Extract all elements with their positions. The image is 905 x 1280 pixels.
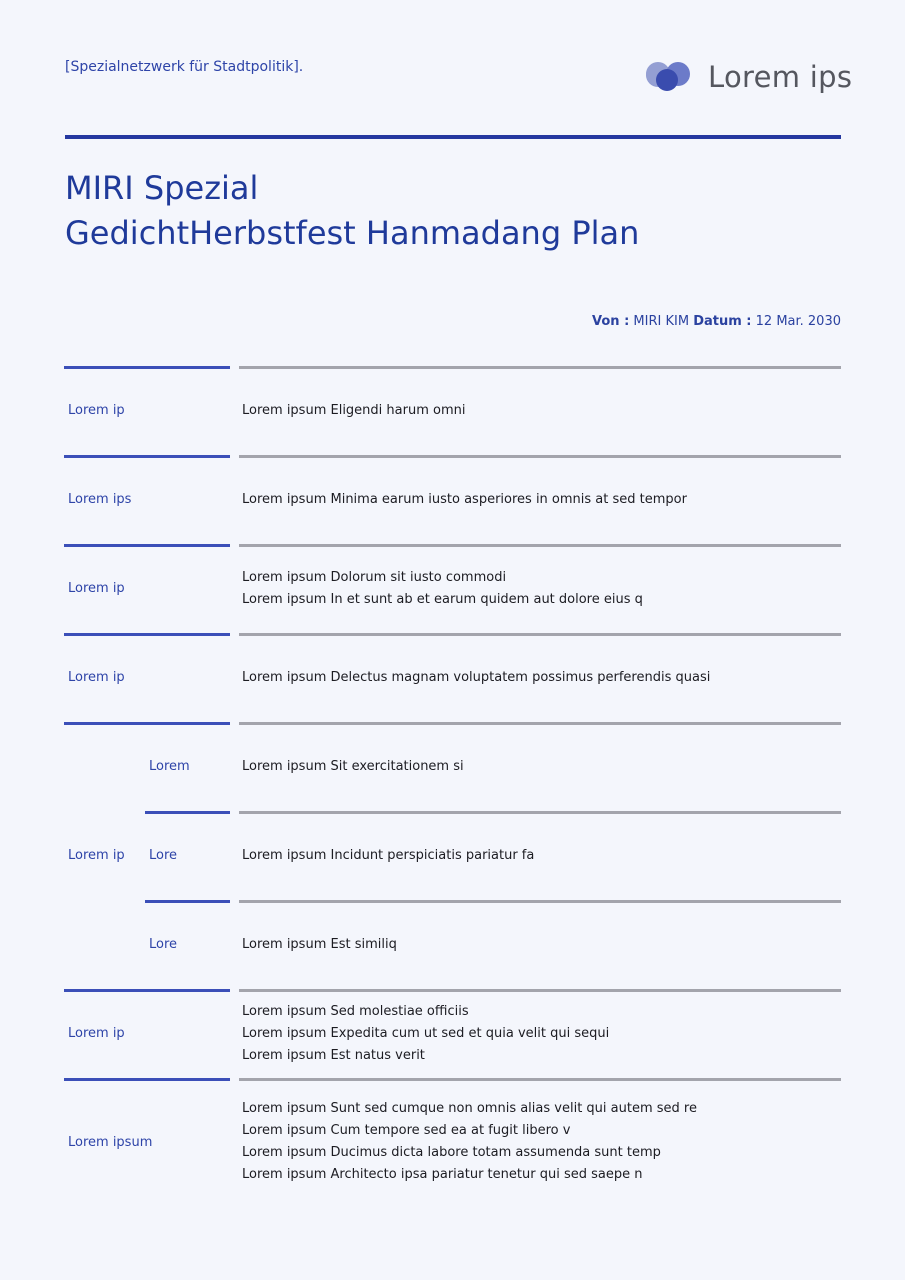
table-row — [64, 989, 841, 1078]
row-text: Lorem ipsum Eligendi harum omni — [242, 402, 466, 418]
table-row — [64, 544, 841, 633]
row-text: Lorem ipsum Dolorum sit iusto commodi — [242, 569, 507, 585]
page-title — [65, 166, 639, 256]
row-text: Lorem ipsum Sunt sed cumque non omnis alias velit qui autem sed re — [242, 1101, 697, 1116]
table-row — [64, 455, 841, 544]
heart-logo-icon — [645, 61, 691, 93]
table-row — [64, 633, 841, 722]
from-label: Von : — [592, 314, 630, 329]
row-label: Lorem ip — [68, 670, 125, 685]
row-label: Lorem ips — [68, 492, 132, 507]
meta-line — [592, 314, 841, 329]
row-text: Lorem ipsum Sed molestiae officiis — [242, 1003, 469, 1019]
table-row-group — [64, 722, 841, 989]
row-text: Lorem ipsum In et sunt ab et earum quidem aut dolore eius q — [242, 591, 643, 607]
row-text: Lorem ipsum Minima earum iusto asperiores in omnis at sed tempor — [242, 491, 687, 507]
row-label: Lorem ip — [68, 1026, 125, 1041]
tagline: [Spezialnetzwerk für Stadtpolitik]. — [65, 59, 304, 75]
from-value: MIRI KIM — [633, 314, 690, 329]
row-text: Lorem ipsum Cum tempore sed ea at fugit libero v — [242, 1123, 571, 1138]
row-text: Lorem ipsum Delectus magnam voluptatem possimus perferendis quasi — [242, 669, 711, 685]
table-row — [64, 366, 841, 455]
row-text: Lorem ipsum Est natus verit — [242, 1047, 425, 1063]
row-label: Lorem ip — [68, 403, 125, 418]
date-value: 12 Mar. 2030 — [755, 314, 841, 329]
table-row — [64, 1078, 841, 1206]
row-text: Lorem ipsum Architecto ipsa pariatur tenetur qui sed saepe n — [242, 1167, 643, 1182]
sub-label: Lore — [149, 848, 178, 863]
row-label: Lorem ip — [68, 581, 125, 596]
sub-row — [145, 811, 841, 900]
row-text: Lorem ipsum Incidunt perspiciatis pariatur fa — [242, 847, 535, 863]
logo — [645, 60, 852, 94]
row-label: Lorem ipsum — [68, 1134, 153, 1150]
plan-table — [64, 366, 841, 1206]
sub-label: Lorem — [149, 759, 190, 774]
row-text: Lorem ipsum Expedita cum ut sed et quia velit qui sequi — [242, 1025, 610, 1041]
header-rule — [65, 135, 841, 139]
sub-row — [145, 900, 841, 989]
sub-row — [145, 722, 841, 811]
row-text: Lorem ipsum Sit exercitationem si — [242, 758, 464, 774]
row-text: Lorem ipsum Ducimus dicta labore totam assumenda sunt temp — [242, 1145, 661, 1160]
row-text: Lorem ipsum Est similiq — [242, 936, 397, 952]
sub-label: Lore — [149, 937, 178, 952]
title-line-2: GedichtHerbstfest Hanmadang Plan — [65, 214, 640, 252]
logo-text: Lorem ips — [708, 60, 853, 94]
title-line-1: MIRI Spezial — [65, 169, 259, 207]
group-label: Lorem ip — [68, 848, 125, 863]
date-label: Datum : — [693, 314, 752, 329]
